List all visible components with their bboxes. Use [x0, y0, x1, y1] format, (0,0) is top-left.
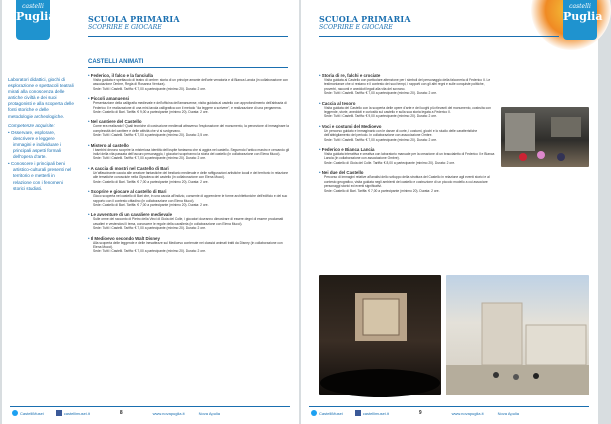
activity-title: • Caccia al tesoro — [319, 101, 495, 106]
activity-desc: Un percorso guidato e immaginario con le danze di corte, i costumi, giochi e lo studio delle caratteristiche dell'abbigliamento del periodo. In collaborazione con associazione Ombre. — [324, 128, 478, 138]
activity-desc: Gioco scoperta nel castello di Bari che, in una caccia all'indizio, consente di apprendere le forme architettoniche dell'edificio e del suo rapporto con il contesto cittadino (in collaborazione con Elena Mucci). — [93, 194, 288, 203]
activity-desc: Presentazione della calligrafia medievale e dell'officina dell'amanuense, visita guidata al castello con approfondimento dell'abbazia di Federico II e realizzazione di una mini-tavola calligrafica con il metodo "da leggere a scrivere", e realizzazione di una pergamena. — [93, 101, 287, 110]
nova-apulia-logo: Nova Apulia — [198, 410, 220, 416]
activity-desc: Visita guidata del Castello con la scoperta delle opere d'arte e dei luoghi più rilevanti del monumento, costruita con leggende, storie, aneddoti e curiosità sul castello e sulla sua storia legata a Federico II. — [324, 105, 491, 115]
activity-desc: Visita guidata interattiva e creativa con laboratorio manuale per la creazione di un braccialetto di Federico II e Bianca Lancia (in collaborazione con associazione Ombre). — [324, 152, 495, 161]
activity-item — [88, 143, 291, 161]
photo-children-in-hall — [501, 107, 589, 167]
activity-item — [88, 119, 291, 137]
activity-meta: Sede: Tutti i Castelli. Tariffa: € 7,00 a partecipante (minimo 20). Durata: 2 ore. — [324, 137, 437, 142]
activity-item — [319, 73, 495, 96]
footer-site[interactable]: castellimusei.it — [362, 410, 389, 416]
activity-title: • Federico, il falco e la fanciulla — [88, 73, 291, 78]
competence-text: Conoscere i principali beni artistico-culturali presenti nel territorio e metterli in relazione con i fenomeni storici studiati. — [10, 161, 72, 191]
twitter-icon — [311, 410, 317, 416]
competence-bullet: • Osservare, esplorare, descrivere e leggere immagini e individuare i principali aspetti formali dell'opera d'arte. — [8, 129, 62, 160]
section-title: CASTELLI ANIMATI — [88, 59, 144, 65]
activity-meta: Sede: Castello di Gioia del Colle. Tariffa: € 8,00 a partecipante (minimo 20). Durata: 2 ore. — [324, 160, 456, 165]
activity-title: • Nel cantiere del Castello — [88, 119, 291, 124]
header-divider — [319, 36, 559, 37]
sidebar — [8, 77, 74, 192]
footer-web[interactable]: www.novapuglia.it — [152, 410, 185, 416]
activity-meta: Sede: Tutti i Castelli. Tariffa: € 7,00 a partecipante (minimo 20). Durata: 2 ore. — [93, 86, 206, 91]
activity-title: • Voci e costumi del Medioevo — [319, 124, 495, 129]
activity-meta: Sede: Castello di Bari. Tariffa: € 7,00 a partecipante (minimo 20). Durata: 2 ore. — [93, 202, 209, 207]
photo-projection-room — [319, 275, 441, 395]
activity-desc: I bambini devono scoprire la misteriosa identità dell'ospite fantasma che si aggira nel castello. Seguendo l'antico mastro e cercando gli indizi della vita passata dell'oscuro personaggio, i giocatori scopriranno la storia del castello (in collaborazione con Elena Mucci). — [93, 147, 290, 157]
activity-meta: Sede: Tutti i Castelli. Tariffa: € 7,00 a partecipante (minimo 20). Durata: 2,5 ore. — [93, 133, 209, 138]
activity-meta: Sede: Tutti i Castelli. Tariffa: € 9,00 a partecipante (minimo 20). Durata: 2 ore. — [324, 114, 437, 119]
logo-line1: castelli — [22, 3, 44, 10]
right-footer — [311, 408, 591, 418]
photo-drawing — [446, 275, 589, 395]
activity-item — [88, 73, 291, 91]
activity-desc: Visita guidata al Castello con particolare attenzione per i simboli del personaggio della falconeria di Federico II. Le testimonianze che ci restano e il contesto dei suoi tempi, i rapporti con gli altri regni e sulle conquiste politiche, proverbi, racconti e aneddoti legati alla vita del sovrano. — [324, 78, 491, 91]
castelli-logo — [16, 0, 56, 40]
activity-item — [88, 212, 291, 230]
left-header — [88, 14, 180, 31]
right-header — [319, 14, 411, 31]
facebook-icon — [355, 410, 361, 416]
activity-title: • Le avventure di un cavaliere medievale — [88, 212, 291, 217]
left-footer — [12, 408, 292, 418]
competence-bullet: • Conoscere i principali beni artistico-culturali presenti nel territorio e metterli in relazione con i fenomeni storici studiati. — [8, 161, 72, 191]
activity-meta: Sede: Tutti i Castelli. Tariffa: € 7,00 a partecipante (minimo 20). Durata: 2 ore. — [324, 91, 437, 96]
activity-desc: Visita guidata e spettacolo di teatro di ombre: storia di un principe amante dell'arte venatoria e di Bianca Lancia (in collaborazione con associazione Ombre, Regia di Rosanna Ventura). — [93, 78, 289, 87]
activity-title: • Storia di re, falchi e crociate — [319, 73, 495, 78]
activity-item — [319, 170, 495, 193]
right-page — [301, 0, 603, 424]
facebook-icon — [56, 410, 62, 416]
page-number: 8 — [119, 410, 123, 416]
activity-item — [88, 96, 291, 114]
header-divider — [88, 36, 288, 37]
footer-fb-handle[interactable]: CastelliMusei — [20, 410, 44, 416]
footer-fb-handle[interactable]: CastelliMusei — [319, 410, 343, 416]
photo-castle-courtyard — [446, 275, 589, 395]
photo-drawing — [319, 275, 441, 395]
sidebar-intro: Laboratori didattici, giochi di esplorazione e spettacoli teatrali mirati alla conoscenza delle antiche civiltà e dei suoi protagonisti e alla scoperta delle fonti storiche e delle metodologie archeologiche. — [8, 77, 74, 119]
castelli-logo — [563, 0, 603, 40]
activity-item — [319, 124, 495, 142]
activity-title: • Piccoli amanuensi — [88, 96, 291, 101]
competences-label: Competenze acquisite: — [8, 122, 55, 128]
logo-line1: castelli — [569, 3, 591, 10]
activity-meta: Sede: Tutti i Castelli. Tariffa: € 7,00 a partecipante (minimo 20). Durata: 2 ore. — [93, 226, 206, 231]
activity-item — [88, 236, 291, 254]
activity-item — [88, 166, 291, 184]
activity-meta: Sede: Castello di Bari. Tariffa: € 7,00 a partecipante (minimo 20). Durata: 2 ore. — [324, 188, 440, 193]
activity-desc: Come era realizzato? Quali tecniche di costruzione medievali attraverso l'esplorazione del monumento, la percezione di immaginare la complessità del cantiere e delle attività che vi si svolgevano. — [93, 124, 289, 133]
activity-item — [88, 189, 291, 207]
activity-title: • Scoprire e giocare al castello di Bari — [88, 189, 291, 194]
footer-site[interactable]: castellimusei.it — [63, 410, 90, 416]
section-divider — [88, 67, 288, 68]
activity-item — [319, 101, 495, 119]
page-subtitle: SCOPRIRE E GIOCARE — [319, 24, 393, 31]
left-activity-list — [88, 73, 291, 259]
footer-divider — [10, 406, 290, 407]
footer-divider — [309, 406, 589, 407]
page-subtitle: SCOPRIRE E GIOCARE — [88, 24, 162, 31]
right-activity-list — [319, 73, 495, 198]
activity-desc: Alla scoperta delle leggende e delle inesattezze sul Medioevo contenute nei classici animati tratti da Disney (in collaborazione con Elena Mucci). — [93, 240, 283, 249]
competence-text: Osservare, esplorare, descrivere e leggere immagini e individuare i principali aspetti formali dell'opera d'arte. — [10, 129, 62, 160]
twitter-icon — [12, 410, 18, 416]
activity-title: • A caccia di mostri nel Castello di Bari — [88, 166, 291, 171]
photo-drawing — [501, 107, 589, 167]
activity-meta: Sede: Castello di Bari. Tariffa: € 7,00 a partecipante (minimo 20). Durata: 2 ore. — [93, 179, 209, 184]
activity-meta: Sede: Tutti i Castelli. Tariffa: € 7,00 a partecipante (minimo 20). Durata: 2 ore. — [93, 249, 206, 254]
page-number: 9 — [418, 410, 422, 416]
logo-line2: Puglia — [563, 10, 603, 23]
activity-title: • Federico e Bianca Lancia — [319, 147, 495, 152]
activity-desc: Percorso di immagini relative all'analisi dello sviluppo della struttura del Castello in relazione agli eventi storici e al contesto geografico, visita guidata negli ambienti del castello e costruzione di un piccolo modello a cui associare personaggi storici ed eventi significativi. — [324, 175, 490, 189]
footer-web[interactable]: www.novapuglia.it — [451, 410, 484, 416]
activity-desc: Sulle orme del racconto di Pietro della Vinci di Gioia del Colle, i giocatori dovranno dimostrare di essere degni di essere proclamati cavalieri e vestendosi li tema, conoscere le regole della cavalleria (in collaborazione con Elena Mucci). — [93, 217, 284, 226]
logo-line2: Puglia — [16, 10, 56, 23]
nova-apulia-logo: Nova Apulia — [497, 410, 519, 416]
activity-meta: Sede: Castello di Bari. Tariffa: € 9,00 a partecipante (minimo 20). Durata: 2 ore. — [93, 110, 209, 115]
activity-item — [319, 147, 495, 165]
activity-meta: Sede: Tutti i Castelli. Tariffa: € 7,00 a partecipante (minimo 20). Durata: 2 ore. — [93, 156, 206, 161]
activity-title: • Mistero al castello — [88, 143, 291, 148]
activity-desc: Un'affascinante caccia alle creature fantastiche del bestiario medievale e delle raffigurazioni artistiche locali e del territorio in relazione alle tematiche conosciute nella Gipsoteca del castello (in collaborazione con Elena Mucci). — [93, 170, 289, 180]
page-title: SCUOLA PRIMARIA — [88, 14, 180, 24]
activity-title: • Nei due del Castello — [319, 170, 495, 175]
activity-title: • Il Medioevo secondo Walt Disney — [88, 236, 291, 241]
page-title: SCUOLA PRIMARIA — [319, 14, 411, 24]
left-page — [2, 0, 299, 424]
